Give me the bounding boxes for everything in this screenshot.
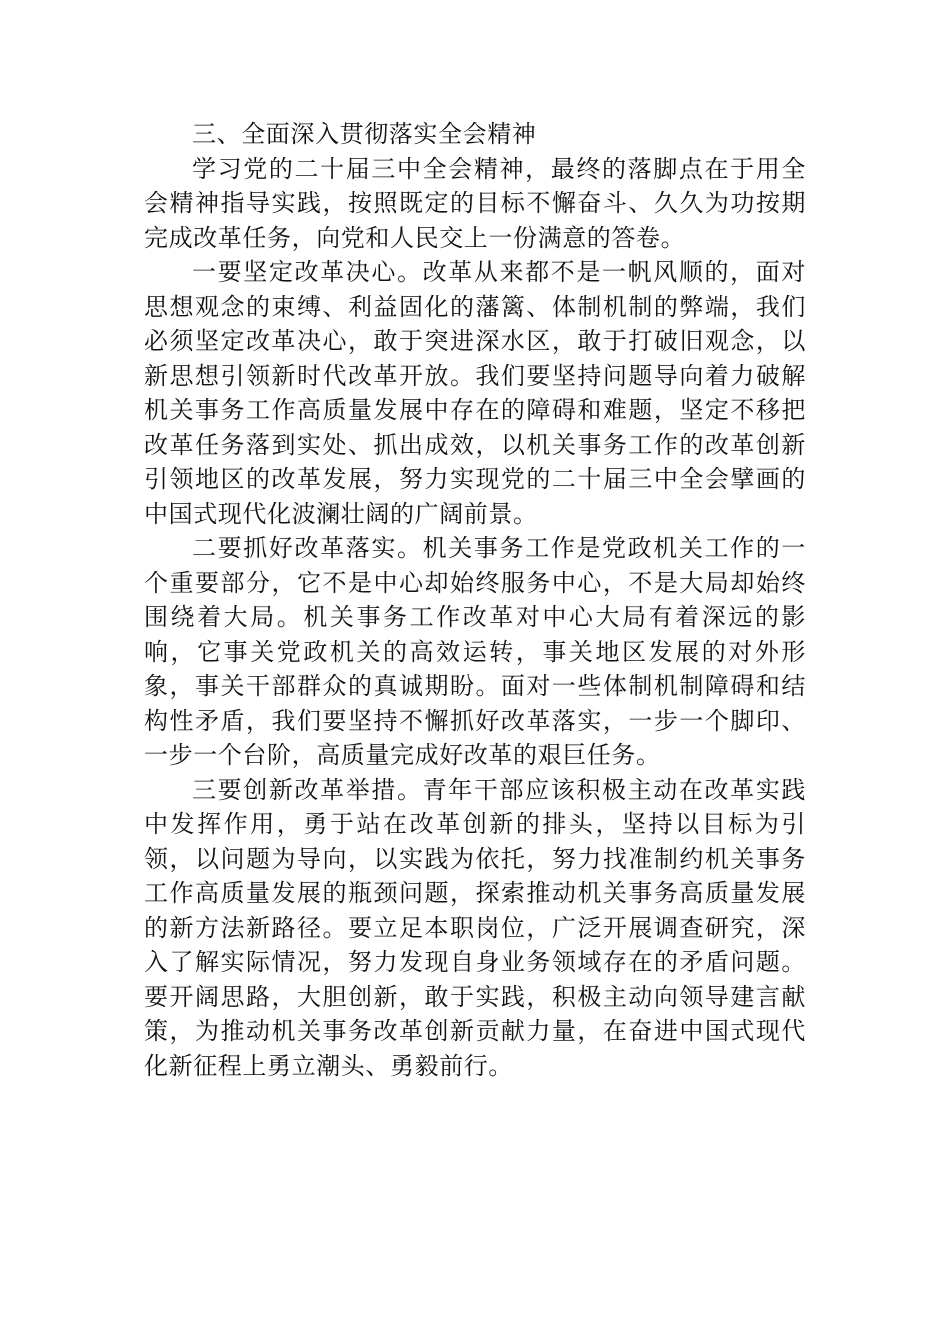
paragraph-reform-implementation: 二要抓好改革落实。机关事务工作是党政机关工作的一个重要部分，它不是中心却始终服务中心，不是大局却始终围绕着大局。机关事务工作改革对中心大局有着深远的影响，它事关党政机关的高效运转，事关地区发展的对外形象，事关干部群众的真诚期盼。面对一些体制机制障碍和结构性矛盾，我们要坚持不懈抓好改革落实，一步一个脚印、一步一个台阶，高质量完成好改革的艰巨任务。 bbox=[144, 534, 806, 769]
section-heading: 三、全面深入贯彻落实全会精神 bbox=[192, 120, 537, 148]
paragraph-intro: 学习党的二十届三中全会精神，最终的落脚点在于用全会精神指导实践，按照既定的目标不懈奋斗、久久为功按期完成改革任务，向党和人民交上一份满意的答卷。 bbox=[144, 154, 806, 252]
paragraph-reform-innovation: 三要创新改革举措。青年干部应该积极主动在改革实践中发挥作用，勇于站在改革创新的排头，坚持以目标为引领，以问题为导向，以实践为依托，努力找准制约机关事务工作高质量发展的瓶颈问题，探索推动机关事务高质量发展的新方法新路径。要立足本职岗位，广泛开展调查研究，深入了解实际情况，努力发现自身业务领域存在的矛盾问题。要开阔思路，大胆创新，敢于实践，积极主动向领导建言献策，为推动机关事务改革创新贡献力量，在奋进中国式现代化新征程上勇立潮头、勇毅前行。 bbox=[144, 775, 806, 1080]
document-page bbox=[144, 117, 806, 1083]
paragraph-reform-resolve: 一要坚定改革决心。改革从来都不是一帆风顺的，面对思想观念的束缚、利益固化的藩篱、体制机制的弊端，我们必须坚定改革决心，敢于突进深水区，敢于打破旧观念，以新思想引领新时代改革开放。我们要坚持问题导向着力破解机关事务工作高质量发展中存在的障碍和难题，坚定不移把改革任务落到实处、抓出成效，以机关事务工作的改革创新引领地区的改革发展，努力实现党的二十届三中全会擘画的中国式现代化波澜壮阔的广阔前景。 bbox=[144, 258, 806, 528]
